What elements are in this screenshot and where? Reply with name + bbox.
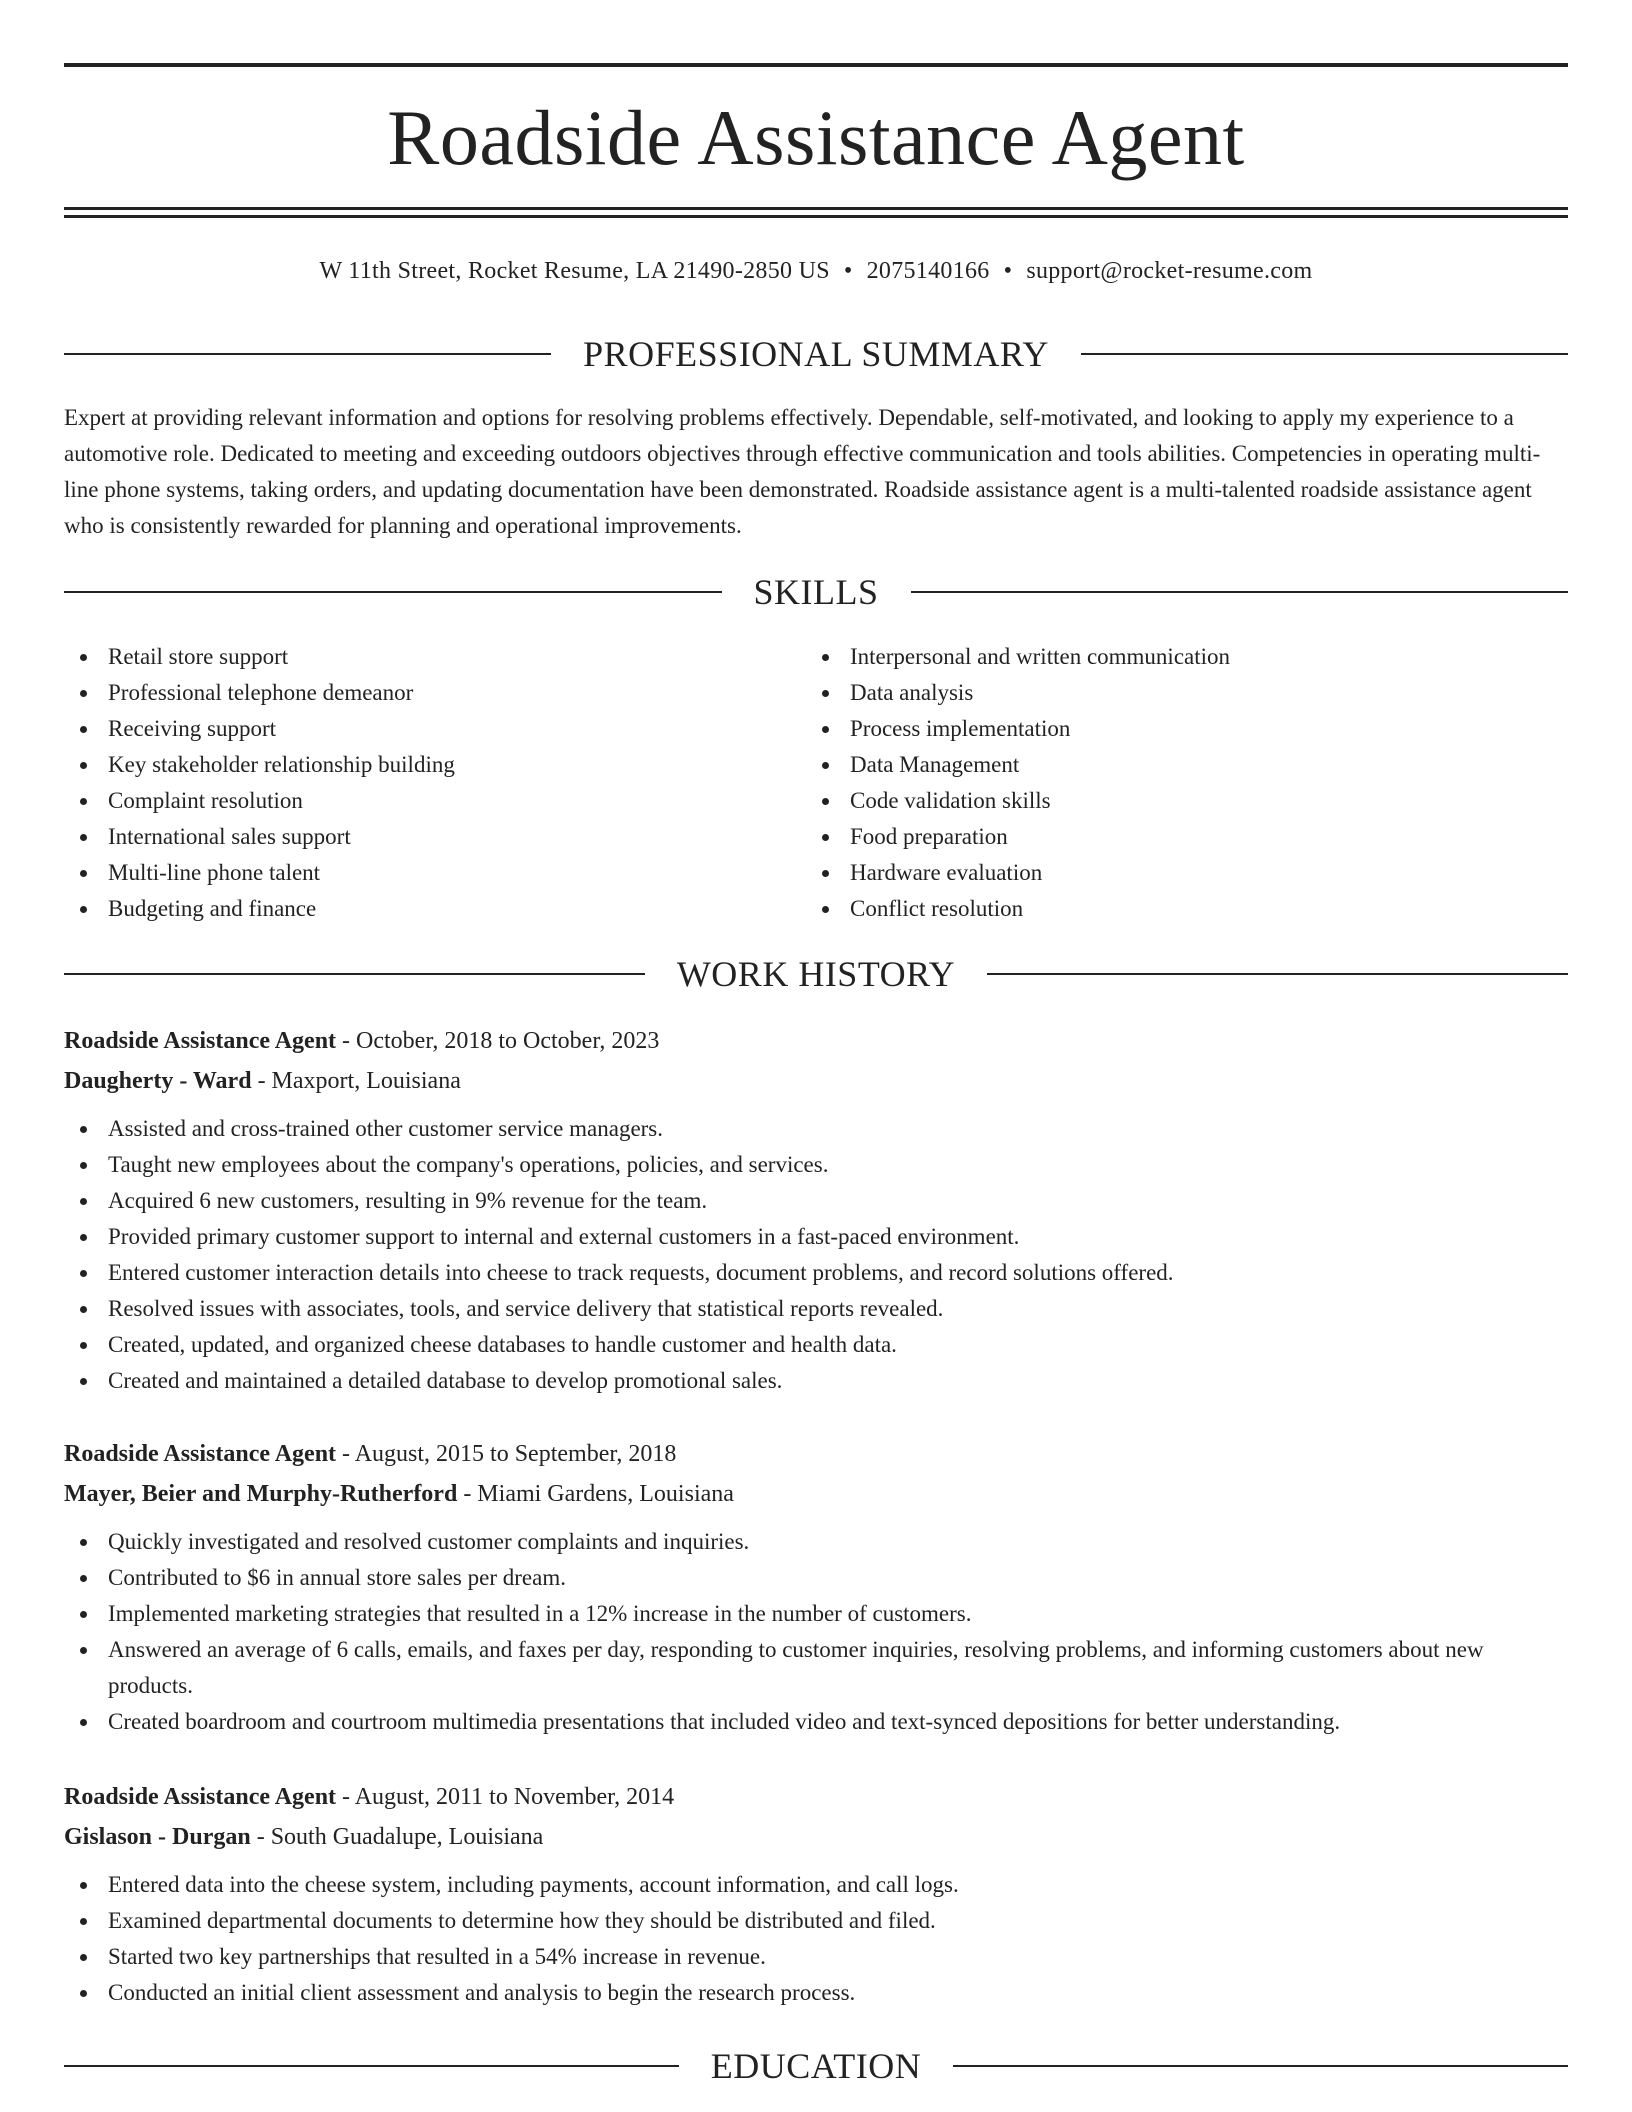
job-company-line — [64, 1474, 1568, 1514]
job-bullets — [64, 1524, 1568, 1740]
skills-list-right — [806, 639, 1546, 927]
job-entry — [64, 1434, 1568, 1740]
job-bullets — [64, 1867, 1568, 2011]
job-dates: - October, 2018 to October, 2023 — [336, 1028, 660, 1054]
job-bullets — [64, 1111, 1568, 1399]
job-dates: - August, 2015 to September, 2018 — [336, 1441, 677, 1467]
education-heading: EDUCATION — [710, 2046, 922, 2086]
skill-item: Complaint resolution — [64, 783, 804, 819]
job-bullet: Quickly investigated and resolved customer complaints and inquiries. — [64, 1524, 1568, 1560]
job-title: Roadside Assistance Agent — [64, 1784, 337, 1810]
job-entry — [64, 1777, 1568, 2011]
summary-heading: PROFESSIONAL SUMMARY — [583, 334, 1049, 374]
education-section-header — [64, 2044, 1568, 2088]
job-bullet: Taught new employees about the company's operations, policies, and services. — [64, 1147, 1568, 1183]
skill-item: Professional telephone demeanor — [64, 675, 804, 711]
skill-item: Budgeting and finance — [64, 891, 804, 927]
skill-item: Multi-line phone talent — [64, 855, 804, 891]
skill-item: Retail store support — [64, 639, 804, 675]
title-rule-upper — [64, 207, 1568, 210]
job-bullet: Contributed to $6 in annual store sales per dream. — [64, 1560, 1568, 1596]
job-company-line — [64, 1817, 1568, 1857]
job-entry — [64, 1021, 1568, 1399]
skill-item: Process implementation — [806, 711, 1546, 747]
job-location: - South Guadalupe, Louisiana — [250, 1824, 544, 1850]
contact-line — [64, 255, 1568, 287]
job-bullet: Acquired 6 new customers, resulting in 9% revenue for the team. — [64, 1183, 1568, 1219]
job-title-line — [64, 1021, 1568, 1061]
skill-item: International sales support — [64, 819, 804, 855]
job-location: - Maxport, Louisiana — [251, 1068, 461, 1094]
summary-text: Expert at providing relevant information and options for resolving problems effectively. Dependable, self-motivated, and looking to apply my experience to a automotive role. Dedicated to meeting and exceeding outdoors objectives through effective communication and tools abilities. Competencies in operating multi-line phone systems, taking orders, and updating documentation have been demonstrated. Roadside assistance agent is a multi-talented roadside assistance agent who is consistently rewarded for planning and operational improvements. — [64, 405, 1541, 538]
skill-item: Data Management — [806, 747, 1546, 783]
section-divider — [953, 2065, 1568, 2067]
job-bullet: Examined departmental documents to determine how they should be distributed and filed. — [64, 1903, 1568, 1939]
job-bullet: Answered an average of 6 calls, emails, and faxes per day, responding to customer inquiries, resolving problems, and informing customers about new products. — [64, 1632, 1568, 1704]
skill-item: Key stakeholder relationship building — [64, 747, 804, 783]
contact-phone: 2075140166 — [866, 258, 990, 284]
job-company: Gislason - Durgan — [64, 1824, 251, 1850]
job-bullet: Created boardroom and courtroom multimedia presentations that included video and text-synced depositions for better understanding. — [64, 1704, 1568, 1740]
section-divider — [64, 353, 551, 355]
section-divider — [64, 973, 645, 975]
contact-address: W 11th Street, Rocket Resume, LA 21490-2850 US — [319, 258, 830, 284]
section-divider — [64, 2065, 679, 2067]
job-bullet: Implemented marketing strategies that resulted in a 12% increase in the number of customers. — [64, 1596, 1568, 1632]
job-title: Roadside Assistance Agent — [64, 1441, 337, 1467]
summary-section-header — [64, 332, 1568, 376]
top-rule — [64, 63, 1568, 67]
job-dates: - August, 2011 to November, 2014 — [336, 1784, 675, 1810]
job-bullet: Created and maintained a detailed database to develop promotional sales. — [64, 1363, 1568, 1399]
job-company-line — [64, 1061, 1568, 1101]
job-bullet: Provided primary customer support to internal and external customers in a fast-paced environment. — [64, 1219, 1568, 1255]
section-divider — [987, 973, 1568, 975]
job-title-line — [64, 1777, 1568, 1817]
section-divider — [64, 591, 722, 593]
contact-separator: • — [843, 258, 853, 284]
skill-item: Code validation skills — [806, 783, 1546, 819]
skill-item: Receiving support — [64, 711, 804, 747]
contact-separator: • — [1003, 258, 1013, 284]
job-bullet: Started two key partnerships that resulted in a 54% increase in revenue. — [64, 1939, 1568, 1975]
contact-email: support@rocket-resume.com — [1026, 258, 1313, 284]
section-divider — [911, 591, 1569, 593]
skill-item: Data analysis — [806, 675, 1546, 711]
skill-item: Hardware evaluation — [806, 855, 1546, 891]
section-divider — [1081, 353, 1568, 355]
work-section-header — [64, 952, 1568, 996]
skills-section-header — [64, 570, 1568, 614]
job-bullet: Entered customer interaction details into cheese to track requests, document problems, and record solutions offered. — [64, 1255, 1568, 1291]
work-heading: WORK HISTORY — [676, 954, 956, 994]
job-company: Daugherty - Ward — [64, 1068, 252, 1094]
skills-heading: SKILLS — [753, 572, 879, 612]
skill-item: Interpersonal and written communication — [806, 639, 1546, 675]
job-location: - Miami Gardens, Louisiana — [457, 1481, 734, 1507]
skills-list-left — [64, 639, 804, 927]
job-company: Mayer, Beier and Murphy-Rutherford — [64, 1481, 458, 1507]
title-rule-lower — [64, 215, 1568, 218]
job-bullet: Conducted an initial client assessment and analysis to begin the research process. — [64, 1975, 1568, 2011]
job-bullet: Created, updated, and organized cheese databases to handle customer and health data. — [64, 1327, 1568, 1363]
skill-item: Food preparation — [806, 819, 1546, 855]
job-bullet: Resolved issues with associates, tools, and service delivery that statistical reports revealed. — [64, 1291, 1568, 1327]
job-bullet: Entered data into the cheese system, including payments, account information, and call logs. — [64, 1867, 1568, 1903]
job-title-line — [64, 1434, 1568, 1474]
skill-item: Conflict resolution — [806, 891, 1546, 927]
job-bullet: Assisted and cross-trained other customer service managers. — [64, 1111, 1568, 1147]
resume-title: Roadside Assistance Agent — [387, 94, 1245, 181]
job-title: Roadside Assistance Agent — [64, 1028, 337, 1054]
